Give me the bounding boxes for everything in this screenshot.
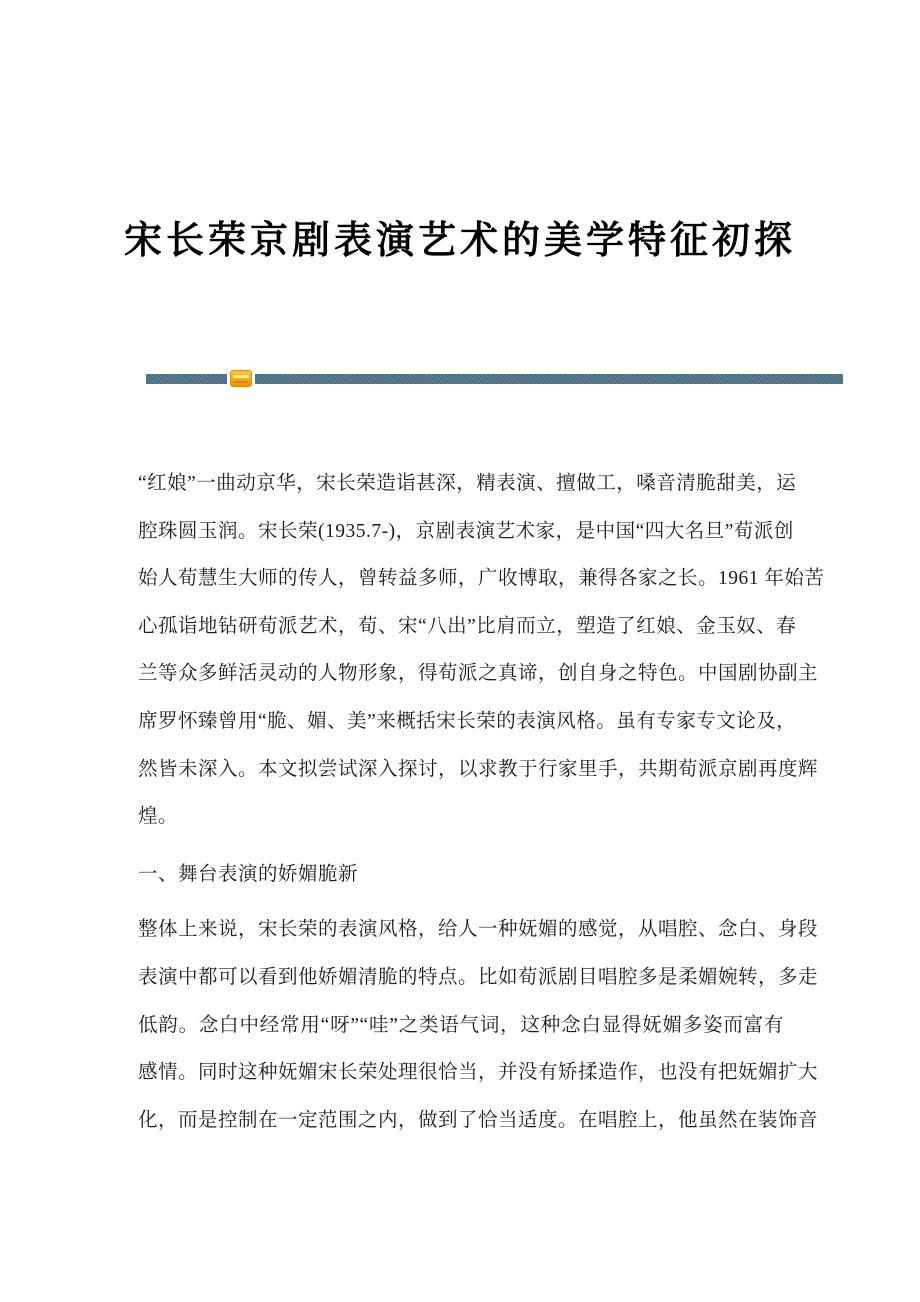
text-line: 整体上来说，宋长荣的表演风格，给人一种妩媚的感觉，从唱腔、念白、身段 [138,919,819,941]
text-line: 煌。 [138,806,179,828]
paragraph-section-one [138,906,819,1144]
text-line: 兰等众多鲜活灵动的人物形象，得荀派之真谛，创自身之特色。中国剧协副主 [138,663,819,685]
title-divider [146,373,843,384]
envelope-icon-highlight [233,375,249,378]
text-line: 腔珠圆玉润。宋长荣(1935.7-)，京剧表演艺术家，是中国“四大名旦”荀派创 [138,520,794,542]
text-line: 席罗怀臻曾用“脆、媚、美”来概括宋长荣的表演风格。虽有专家专文论及， [138,710,797,732]
article-body [138,460,825,1144]
envelope-icon [230,370,252,387]
paragraph-intro [138,460,825,841]
text-line: 然皆未深入。本文拟尝试深入探讨，以求教于行家里手，共期荀派京剧再度辉 [138,758,819,780]
text-line: “红娘”一曲动京华，宋长荣造诣甚深，精表演、擅做工，嗓音清脆甜美，运 [138,473,797,494]
text-line: 心孤诣地钻研荀派艺术，荀、宋“八出”比肩而立，塑造了红娘、金玉奴、春 [138,615,797,637]
section-heading: 一、舞台表演的娇媚脆新 [138,863,359,885]
text-line: 化，而是控制在一定范围之内，做到了恰当适度。在唱腔上，他虽然在装饰音 [138,1109,819,1131]
text-line: 感情。同时这种妩媚宋长荣处理很恰当，并没有矫揉造作，也没有把妩媚扩大 [138,1062,819,1084]
envelope-icon-shadow [234,381,248,383]
document-title: 宋长荣京剧表演艺术的美学特征初探 [123,220,796,262]
text-line: 低韵。念白中经常用“呀”“哇”之类语气词，这种念白显得妩媚多姿而富有 [138,1014,784,1036]
text-line: 表演中都可以看到他娇媚清脆的特点。比如荀派剧目唱腔多是柔媚婉转，多走 [138,966,819,988]
text-line: 始人荀慧生大师的传人，曾转益多师，广收博取，兼得各家之长。1961 年始苦 [138,568,825,590]
